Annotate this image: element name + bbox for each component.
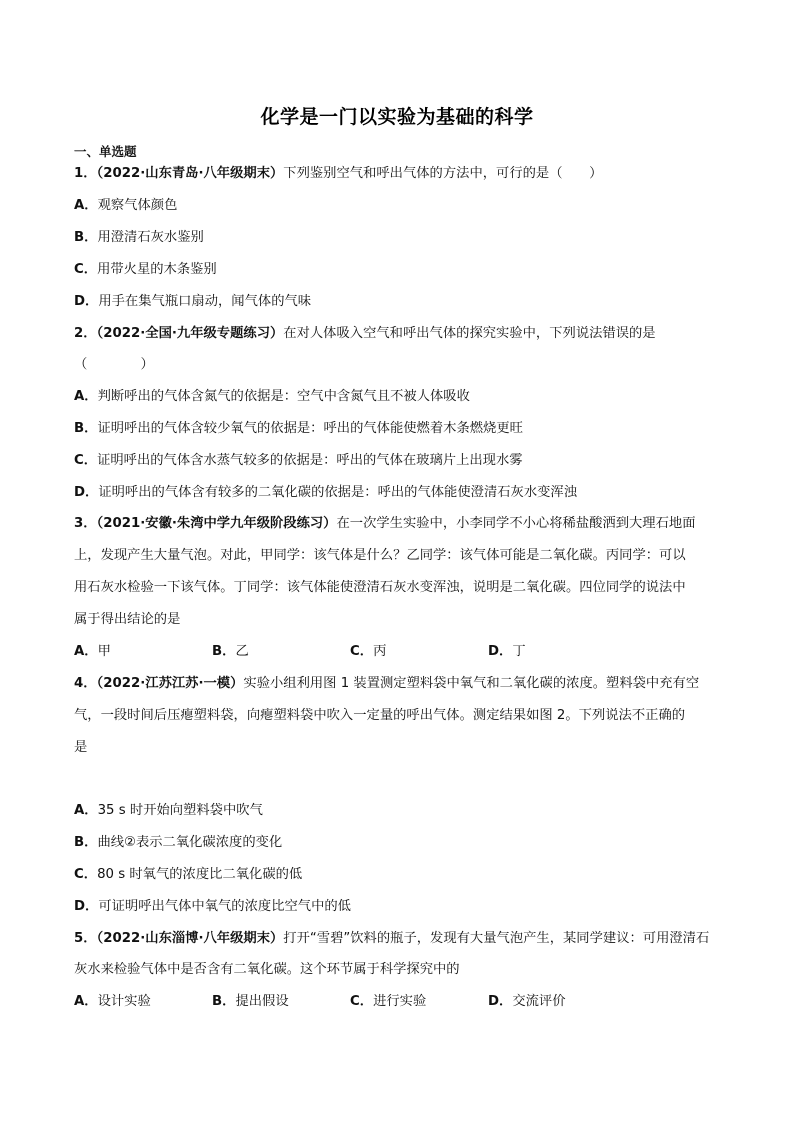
question-source: （2022·山东淄博·八年级期末） — [96, 931, 284, 946]
question-3-stem — [74, 516, 696, 532]
question-text: 下列鉴别空气和呼出气体的方法中，可行的是（ ） — [283, 166, 603, 181]
question-4-stem — [74, 676, 699, 692]
question-2-stem-line-2: （ ） — [74, 357, 154, 372]
question-1-option-b: B．用澄清石灰水鉴别 — [74, 230, 204, 245]
question-source: （2022·江苏江苏·一模） — [96, 676, 244, 691]
question-5-stem — [74, 931, 709, 947]
question-2-option-c: C．证明呼出的气体含水蒸气较多的依据是：呼出的气体在玻璃片上出现水雾 — [74, 453, 523, 468]
question-4-option-c: C．80 s 时氧气的浓度比二氧化碳的低 — [74, 867, 303, 882]
question-2-option-b: B．证明呼出的气体含较少氧气的依据是：呼出的气体能使燃着木条燃烧更旺 — [74, 421, 523, 436]
question-4-option-d: D．可证明呼出气体中氧气的浓度比空气中的低 — [74, 899, 351, 914]
question-3-option-c: C．丙 — [350, 644, 387, 659]
question-5-stem-line-2: 灰水来检验气体中是否含有二氧化碳。这个环节属于科学探究中的 — [74, 962, 460, 977]
question-3-options-row — [74, 644, 626, 660]
question-3-stem-line-2: 上，发现产生大量气泡。对此，甲同学：该气体是什么？乙同学：该气体可能是二氧化碳。丙同学：可以 — [74, 548, 686, 563]
question-text: 在一次学生实验中，小李同学不小心将稀盐酸洒到大理石地面 — [336, 516, 696, 531]
section-heading: 一、单选题 — [74, 144, 137, 159]
question-source: （2022·全国·九年级专题练习） — [96, 326, 284, 341]
question-3-option-a: A．甲 — [74, 644, 111, 659]
question-number: 2． — [74, 326, 97, 341]
question-number: 4． — [74, 676, 97, 691]
question-text: 打开“雪碧”饮料的瓶子，发现有大量气泡产生，某同学建议：可用澄清石 — [283, 931, 710, 946]
question-number: 3． — [74, 516, 97, 531]
question-1-option-d: D．用手在集气瓶口扇动，闻气体的气味 — [74, 294, 312, 309]
question-4-stem-line-2: 气，一段时间后压瘪塑料袋，向瘪塑料袋中吹入一定量的呼出气体。测定结果如图 2。下列说法不正确的 — [74, 708, 686, 723]
question-5-option-b: B．提出假设 — [212, 994, 289, 1009]
page-title: 化学是一门以实验为基础的科学 — [260, 106, 534, 128]
question-source: （2022·山东青岛·八年级期末） — [96, 166, 284, 181]
question-text: 在对人体吸入空气和呼出气体的探究实验中，下列说法错误的是 — [283, 326, 656, 341]
question-3-option-b: B．乙 — [212, 644, 249, 659]
question-number: 5． — [74, 931, 97, 946]
question-number: 1． — [74, 166, 97, 181]
question-2-option-d: D．证明呼出的气体含有较多的二氧化碳的依据是：呼出的气体能使澄清石灰水变浑浊 — [74, 485, 578, 500]
question-4-option-b: B．曲线②表示二氧化碳浓度的变化 — [74, 835, 283, 850]
question-5-option-c: C．进行实验 — [350, 994, 427, 1009]
question-2-stem — [74, 326, 656, 342]
question-4-option-a: A．35 s 时开始向塑料袋中吹气 — [74, 803, 263, 818]
question-1-stem — [74, 166, 602, 182]
question-text: 实验小组利用图 1 装置测定塑料袋中氧气和二氧化碳的浓度。塑料袋中充有空 — [243, 676, 700, 691]
question-1-option-c: C．用带火星的木条鉴别 — [74, 262, 217, 277]
question-3-option-d: D．丁 — [488, 644, 526, 659]
question-5-options-row — [74, 994, 626, 1010]
question-2-option-a: A．判断呼出的气体含氮气的依据是：空气中含氮气且不被人体吸收 — [74, 389, 470, 404]
question-source: （2021·安徽·朱湾中学九年级阶段练习） — [96, 516, 337, 531]
question-3-stem-line-3: 用石灰水检验一下该气体。丁同学：该气体能使澄清石灰水变浑浊，说明是二氧化碳。四位同学的说法中 — [74, 580, 686, 595]
question-1-option-a: A．观察气体颜色 — [74, 198, 178, 213]
question-3-stem-line-4: 属于得出结论的是 — [74, 612, 181, 627]
question-4-stem-line-3: 是 — [74, 740, 88, 755]
question-5-option-d: D．交流评价 — [488, 994, 566, 1009]
question-5-option-a: A．设计实验 — [74, 994, 151, 1009]
